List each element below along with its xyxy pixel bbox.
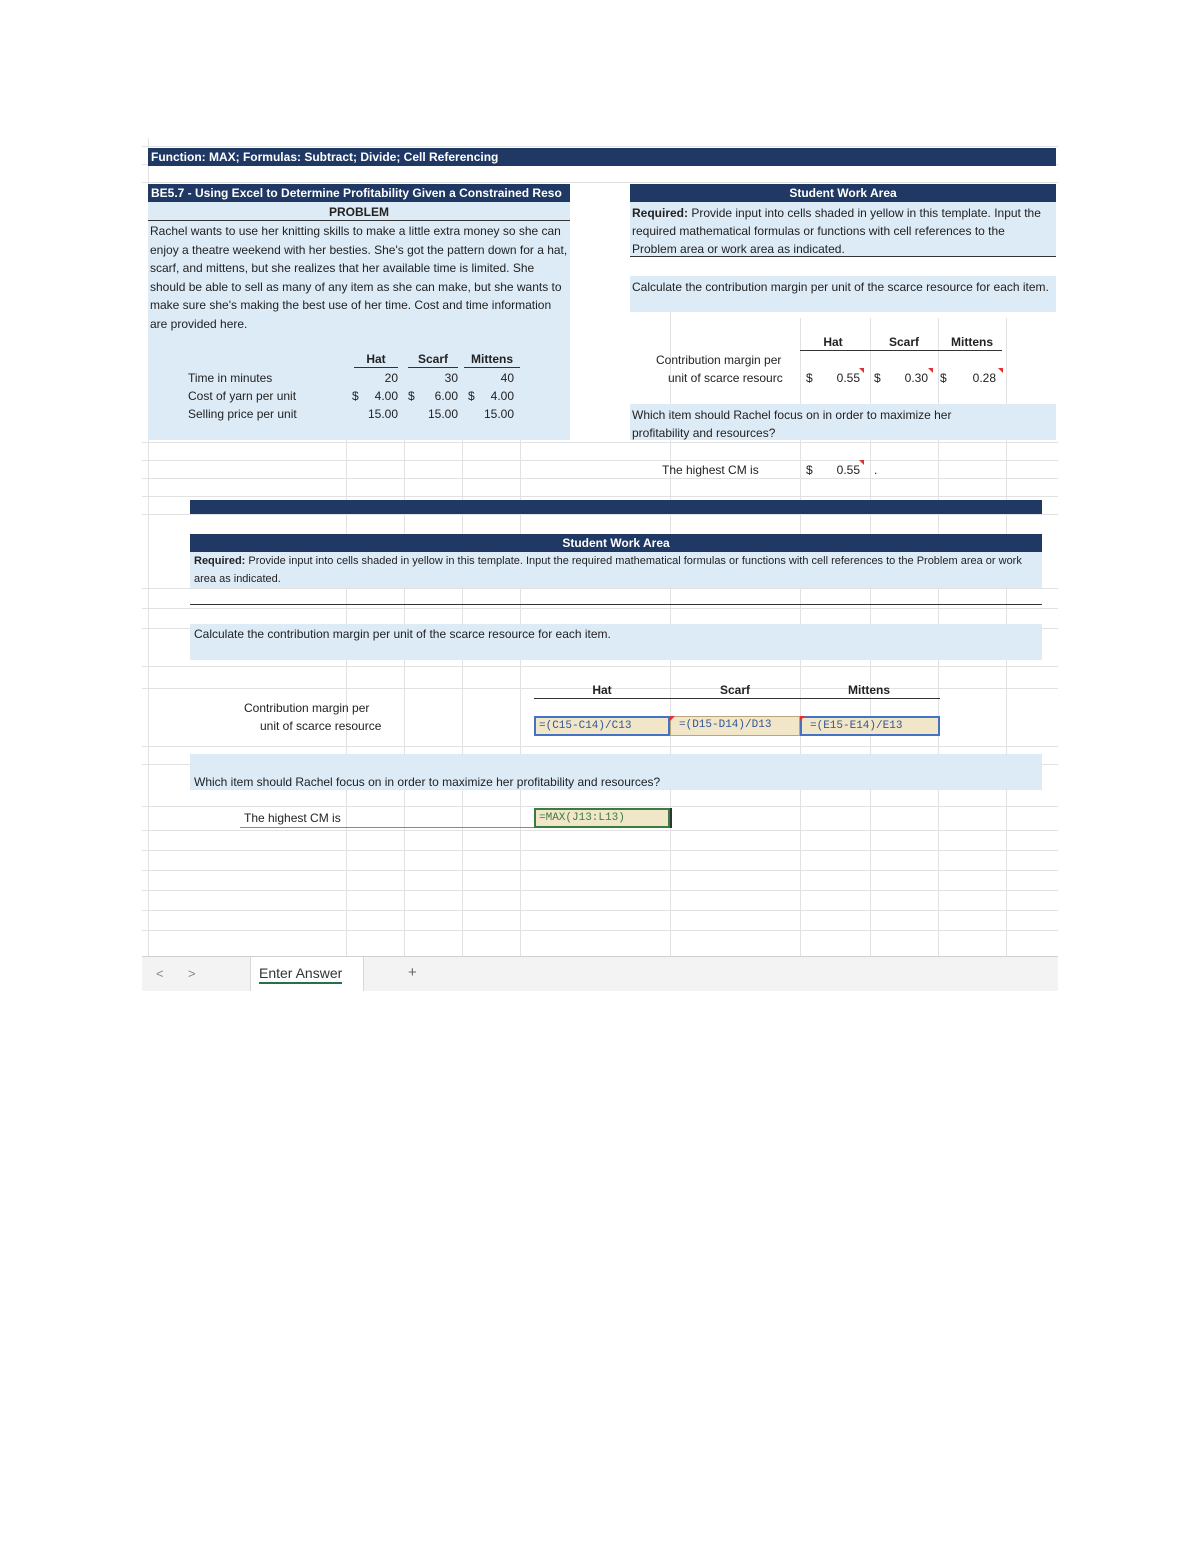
gridline [142, 850, 1058, 851]
gridline [142, 588, 1058, 589]
currency-symbol: $ [806, 463, 813, 477]
cm-value-mittens[interactable]: 0.28 [972, 371, 996, 385]
currency-symbol: $ [408, 389, 415, 403]
gridline [142, 478, 1058, 479]
cm-value-hat[interactable]: 0.55 [836, 371, 860, 385]
required-body: Provide input into cells shaded in yellow in this template. Input the required mathematical formulas or functions with cell references to the Problem area or work area as indicated. [194, 555, 1022, 585]
work-area-header-bottom [190, 534, 1042, 552]
text-cursor [670, 808, 672, 828]
cell-time-hat[interactable]: 20 [384, 371, 398, 385]
max-formula-cell[interactable]: =MAX(J13:L13) [534, 808, 670, 828]
cm-value-scarf[interactable]: 0.30 [904, 371, 928, 385]
cell-yarn-hat[interactable]: 4.00 [374, 389, 398, 403]
problem-header: PROBLEM [148, 204, 570, 221]
gridline [142, 870, 1058, 871]
gridline [142, 830, 1058, 831]
cm-label-line2: unit of scarce resourc [668, 371, 783, 385]
problem-title-bar [148, 184, 570, 202]
error-indicator [670, 716, 675, 721]
problem-paragraph: Rachel wants to use her knitting skills to make a little extra money so she can enjoy a theatre weekend with her besties. She's got the pattern down for a hat, scarf, and mittens, but she realizes that her available time is limited. She should be able to sell as many of any item as she can make, but she wants to make sure she's making the best use of her time. Cost and time information are provided here. [150, 224, 568, 331]
required-label: Required: [194, 555, 246, 567]
calc-text-bottom: Calculate the contribution margin per unit of the scarce resource for each item. [194, 627, 611, 641]
gridline [142, 496, 1058, 497]
cell-yarn-mittens[interactable]: 4.00 [490, 389, 514, 403]
gridline [142, 514, 1058, 515]
cell-yarn-scarf[interactable]: 6.00 [434, 389, 458, 403]
gridline [142, 890, 1058, 891]
wb-col-scarf: Scarf [719, 683, 751, 697]
gridline [142, 930, 1058, 931]
spreadsheet-grid[interactable] [142, 138, 1058, 991]
currency-symbol: $ [468, 389, 475, 403]
required-label: Required: [632, 206, 689, 220]
problem-col-mittens: Mittens [464, 351, 520, 368]
sheet-tab-label: Enter Answer [259, 965, 342, 984]
question-top: Which item should Rachel focus on in order to maximize her profitability and resources? [632, 408, 952, 440]
separator-band [190, 500, 1042, 514]
banner-title: Function: MAX; Formulas: Subtract; Divide; Cell Referencing [151, 150, 499, 164]
work-area-header-text: Student Work Area [789, 186, 897, 200]
gridline [142, 608, 1058, 609]
divider [630, 256, 1056, 257]
error-indicator [859, 460, 864, 465]
wb-col-mittens: Mittens [848, 683, 890, 697]
row-label-selling-price: Selling price per unit [188, 407, 297, 421]
period: . [874, 463, 878, 477]
formula-cell-mittens[interactable]: =(E15-E14)/E13 [800, 716, 940, 736]
question-bottom: Which item should Rachel focus on in order to maximize her profitability and resources? [194, 775, 661, 789]
currency-symbol: $ [352, 389, 359, 403]
gridline [142, 182, 1058, 183]
divider [190, 604, 1042, 605]
divider [534, 698, 940, 699]
gridline [142, 460, 1058, 461]
currency-symbol: $ [874, 371, 881, 385]
problem-col-scarf: Scarf [408, 351, 458, 368]
required-body: Provide input into cells shaded in yellow in this template. Input the required mathematical formulas or functions with cell references to the Problem area or work area as indicated. [632, 206, 1041, 256]
wb-col-hat: Hat [592, 683, 612, 697]
gridline [142, 806, 1058, 807]
wa-col-hat: Hat [823, 335, 843, 349]
work-area-header-top [630, 184, 1056, 202]
gridline [142, 910, 1058, 911]
formula-cell-scarf[interactable]: =(D15-D14)/D13 [670, 716, 800, 736]
add-sheet-button[interactable]: + [408, 964, 417, 981]
divider [800, 350, 942, 351]
problem-col-hat: Hat [354, 351, 398, 368]
row-label-yarn-cost: Cost of yarn per unit [188, 389, 297, 403]
cm-label-line1: Contribution margin per [656, 353, 782, 367]
divider [240, 827, 534, 828]
currency-symbol: $ [806, 371, 813, 385]
sheet-tab-bar [142, 956, 1058, 991]
next-sheet-button[interactable]: > [188, 966, 196, 981]
gridline [142, 666, 1058, 667]
highest-cm-value[interactable]: 0.55 [836, 463, 860, 477]
row-label-time: Time in minutes [188, 371, 273, 385]
sheet-tab-enter-answer[interactable] [250, 957, 364, 991]
cm-label-line1: Contribution margin per [244, 701, 370, 715]
required-text-bottom [194, 552, 1040, 588]
cell-price-hat[interactable]: 15.00 [367, 407, 398, 421]
cell-time-scarf[interactable]: 30 [444, 371, 458, 385]
gridline [142, 746, 1058, 747]
cell-price-mittens[interactable]: 15.00 [483, 407, 514, 421]
highest-cm-label-top: The highest CM is [662, 463, 759, 477]
required-text-top [632, 204, 1052, 258]
error-indicator [998, 368, 1003, 373]
banner [148, 148, 1056, 166]
highest-cm-label-bottom: The highest CM is [244, 811, 341, 825]
cm-label-line2: unit of scarce resource [260, 719, 382, 733]
gridline [142, 146, 1058, 147]
wa-col-scarf: Scarf [888, 335, 920, 349]
work-area-header-text: Student Work Area [562, 536, 670, 550]
error-indicator [859, 368, 864, 373]
calc-text-top: Calculate the contribution margin per unit of the scarce resource for each item. [632, 280, 1049, 294]
cell-time-mittens[interactable]: 40 [500, 371, 514, 385]
problem-title: BE5.7 - Using Excel to Determine Profitability Given a Constrained Reso [151, 186, 562, 200]
prev-sheet-button[interactable]: < [156, 966, 164, 981]
wa-col-mittens: Mittens [942, 334, 1002, 351]
cell-price-scarf[interactable]: 15.00 [427, 407, 458, 421]
error-indicator [928, 368, 933, 373]
error-indicator [800, 716, 805, 721]
gridline [142, 442, 1058, 443]
currency-symbol: $ [940, 371, 947, 385]
formula-cell-hat[interactable]: =(C15-C14)/C13 [534, 716, 670, 736]
